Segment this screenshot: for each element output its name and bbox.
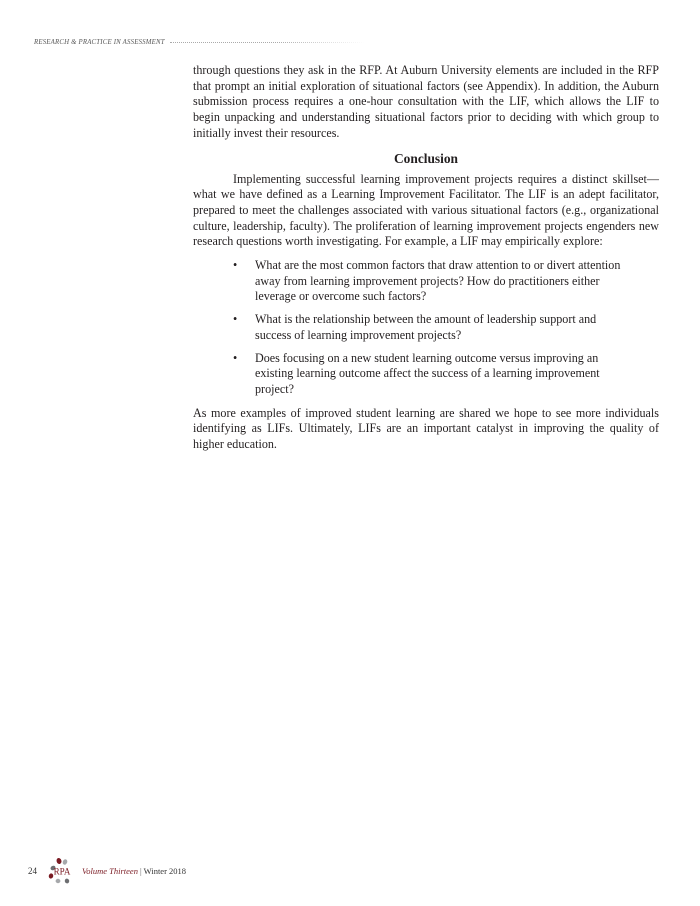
list-item [233, 312, 622, 343]
article-body [193, 63, 659, 453]
rpa-logo-icon [46, 856, 76, 886]
volume-label: Volume Thirteen [82, 866, 138, 876]
section-heading: Conclusion [394, 150, 458, 166]
list-item-text: What are the most common factors that draw attention to or divert attention away from learning improvement projects? How do practitioners either leverage or overcome such factors? [255, 258, 621, 304]
list-item-text: What is the relationship between the amount of leadership support and success of learning improvement projects? [255, 312, 597, 342]
running-head-title: RESEARCH & PRACTICE IN ASSESSMENT [34, 38, 165, 46]
bullet-marker: • [233, 312, 238, 327]
intro-paragraph: through questions they ask in the RFP. At Auburn University elements are included in the RFP that prompt an initial exploration of situational factors (see Appendix). In addition, the Auburn submission process requires a one-hour consultation with the LIF, which allows the LIF to begin unpacking and understanding situational factors prior to deciding with which group to initially invest their resources. [193, 63, 659, 140]
list-item [233, 258, 622, 305]
conclusion-paragraph: Implementing successful learning improvement projects requires a distinct skillset—what we have defined as a Learning Improvement Facilitator. The LIF is an adept facilitator, prepared to meet the challenges associated with various situational factors (e.g., organizational culture, leadership, faculty). The proliferation of learning improvement projects engenders new research questions worth investigating. For example, a LIF may empirically explore: [193, 171, 659, 249]
running-head-dotted-rule [170, 42, 364, 43]
running-head [34, 35, 364, 49]
page-number: 24 [28, 866, 37, 876]
issue-label: Winter 2018 [143, 866, 187, 876]
footer-separator: | [139, 866, 142, 876]
closing-paragraph: As more examples of improved student learning are shared we hope to see more individuals identifying as LIFs. Ultimately, LIFs are an important catalyst in improving the quality of higher education. [193, 405, 659, 452]
bullet-marker: • [233, 350, 238, 365]
bullet-marker: • [233, 258, 238, 273]
list-item [233, 351, 622, 398]
svg-text:RPA: RPA [53, 866, 71, 877]
list-item-text: Does focusing on a new student learning outcome versus improving an existing learning outcome affect the success of a learning improvement project? [255, 350, 600, 396]
question-list [193, 258, 659, 398]
page-footer [28, 856, 186, 886]
